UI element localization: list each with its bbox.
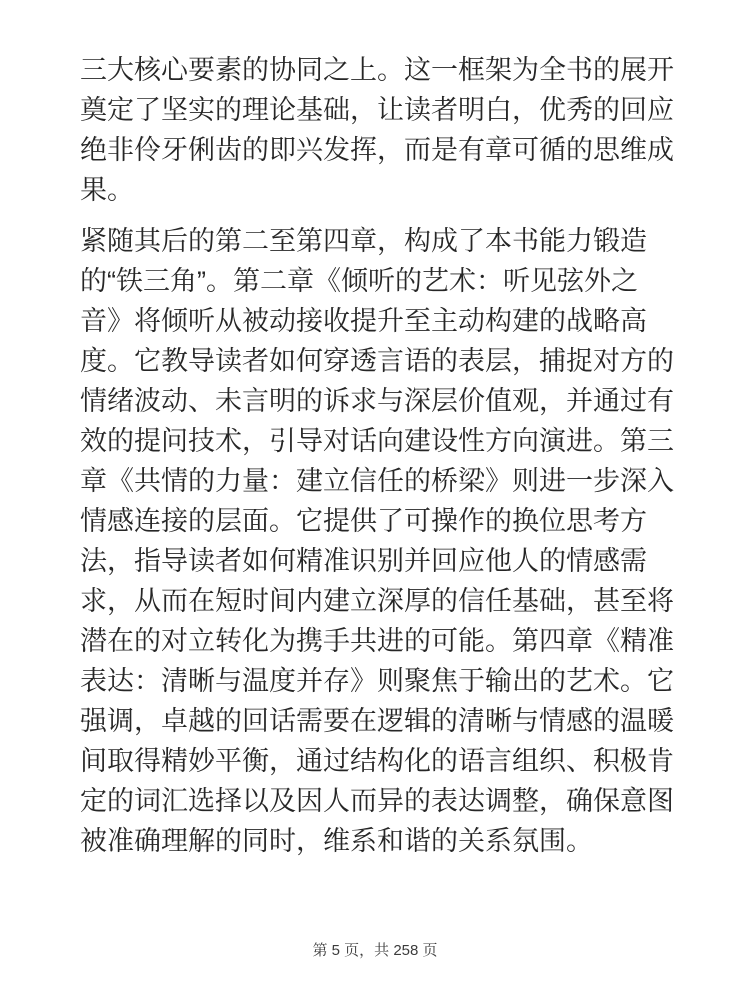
text-line: 章《共情的力量：建立信任的桥梁》则进一步深入 [80, 466, 674, 496]
text-line: 三大核心要素的协同之上。这一框架为全书的展开 [80, 55, 674, 85]
text-line: 求，从而在短时间内建立深厚的信任基础，甚至将 [80, 586, 674, 616]
text-line: 奠定了坚实的理论基础，让读者明白，优秀的回应 [80, 95, 674, 125]
text-line: 强调，卓越的回话需要在逻辑的清晰与情感的温暖 [80, 706, 674, 736]
paragraph [80, 50, 680, 210]
text-line: 间取得精妙平衡，通过结构化的语言组织、积极肯 [80, 746, 674, 776]
page-number-indicator: 第 5 页，共 258 页 [312, 942, 438, 959]
text-line: 被准确理解的同时，维系和谐的关系氛围。 [80, 826, 593, 856]
text-line: 的“铁三角”。第二章《倾听的艺术：听见弦外之 [80, 266, 638, 296]
text-line: 绝非伶牙俐齿的即兴发挥，而是有章可循的思维成 [80, 135, 674, 165]
text-line: 音》将倾听从被动接收提升至主动构建的战略高 [80, 306, 647, 336]
text-line: 效的提问技术，引导对话向建设性方向演进。第三 [80, 426, 674, 456]
text-line: 果。 [80, 175, 134, 205]
text-line: 潜在的对立转化为携手共进的可能。第四章《精准 [80, 626, 674, 656]
paragraph [80, 221, 680, 861]
text-line: 情绪波动、未言明的诉求与深层价值观，并通过有 [80, 386, 674, 416]
page-content [80, 50, 680, 872]
text-line: 度。它教导读者如何穿透言语的表层，捕捉对方的 [80, 346, 674, 376]
text-line: 表达：清晰与温度并存》则聚焦于输出的艺术。它 [80, 666, 674, 696]
text-line: 紧随其后的第二至第四章，构成了本书能力锻造 [80, 226, 647, 256]
text-line: 定的词汇选择以及因人而异的表达调整，确保意图 [80, 786, 674, 816]
text-line: 法，指导读者如何精准识别并回应他人的情感需 [80, 546, 647, 576]
text-line: 情感连接的层面。它提供了可操作的换位思考方 [80, 506, 647, 536]
